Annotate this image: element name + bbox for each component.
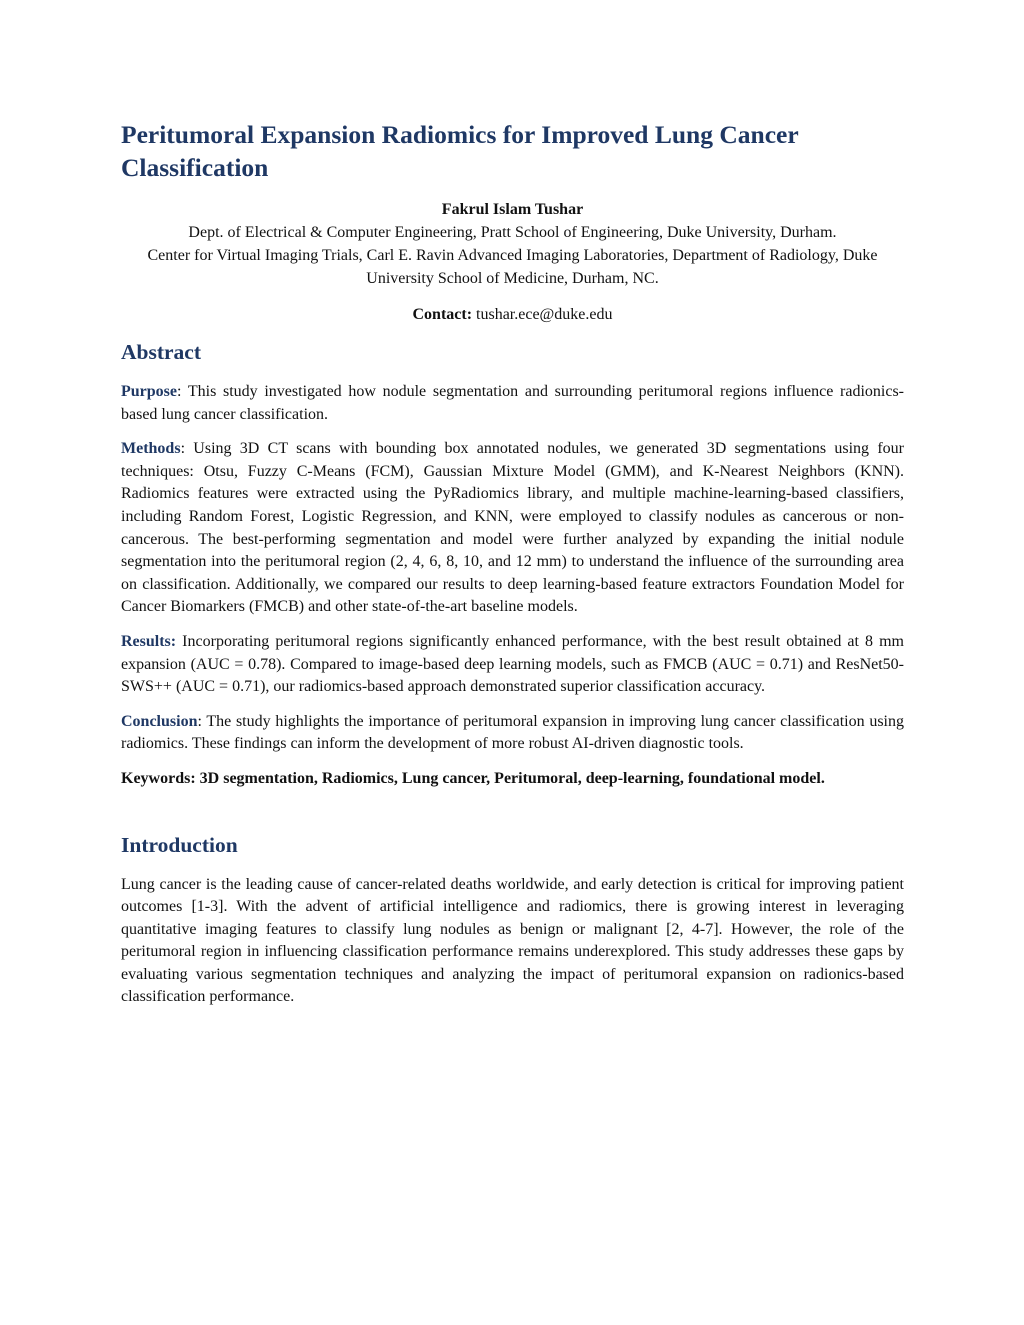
conclusion-label: Conclusion bbox=[121, 712, 198, 730]
paper-title: Peritumoral Expansion Radiomics for Improved Lung Cancer Classification bbox=[121, 120, 799, 182]
methods-label: Methods bbox=[121, 440, 181, 458]
contact-label: Contact: bbox=[412, 306, 473, 323]
purpose-label: Purpose bbox=[121, 383, 177, 400]
abstract-heading: Abstract bbox=[121, 340, 202, 364]
abstract-methods bbox=[121, 438, 904, 619]
affiliation-2: Center for Virtual Imaging Trials, Carl E. Ravin Advanced Imaging Laboratories, Department of Radiology, Duke University School of Medicine, Durham, NC. bbox=[147, 247, 878, 287]
paper-page bbox=[121, 118, 904, 1009]
abstract-purpose bbox=[121, 381, 904, 426]
abstract-conclusion bbox=[121, 711, 904, 756]
affiliation-1: Dept. of Electrical & Computer Engineering, Pratt School of Engineering, Duke University, Durham. bbox=[188, 224, 837, 241]
abstract-results bbox=[121, 631, 904, 699]
purpose-text: : This study investigated how nodule segmentation and surrounding peritumoral regions influence radionics-based lung cancer classification. bbox=[121, 383, 904, 423]
results-text: Incorporating peritumoral regions significantly enhanced performance, with the best result obtained at 8 mm expansion (AUC = 0.78). Compared to image-based deep learning models, such as FMCB (AUC = 0.71) and ResNet50-SWS++ (AUC = 0.71), our radiomics-based approach demonstrated superior classification accuracy. bbox=[121, 632, 904, 696]
author-name: Fakrul Islam Tushar bbox=[441, 201, 584, 218]
keywords: Keywords: 3D segmentation, Radiomics, Lung cancer, Peritumoral, deep-learning, foundational model. bbox=[121, 769, 825, 787]
contact-email: tushar.ece@duke.edu bbox=[476, 306, 613, 323]
author-block bbox=[121, 198, 904, 290]
introduction-heading: Introduction bbox=[121, 832, 238, 857]
contact-line bbox=[121, 303, 904, 326]
results-label: Results: bbox=[121, 632, 177, 650]
methods-text: : Using 3D CT scans with bounding box annotated nodules, we generated 3D segmentations using four techniques: Otsu, Fuzzy C-Means (FCM), Gaussian Mixture Model (GMM), and K-Nearest Neighbors (KNN). Radiomics features were extracted using the PyRadiomics library, and multiple machine-learning-based classifiers, including Random Forest, Logistic Regression, and KNN, were employed to classify nodules as cancerous or non-cancerous. The best-performing segmentation and model were further analyzed by expanding the initial nodule segmentation into the peritumoral region (2, 4, 6, 8, 10, and 12 mm) to understand the influence of the surrounding area on classification. Additionally, we compared our results to deep learning-based feature extractors Foundation Model for Cancer Biomarkers (FMCB) and other state-of-the-art baseline models. bbox=[121, 440, 904, 616]
conclusion-text: : The study highlights the importance of peritumoral expansion in improving lung cancer classification using radiomics. These findings can inform the development of more robust AI-driven diagnostic tools. bbox=[121, 712, 904, 753]
introduction-text: Lung cancer is the leading cause of cancer-related deaths worldwide, and early detection is critical for improving patient outcomes [1-3]. With the advent of artificial intelligence and radiomics, there is growing interest in leveraging quantitative imaging features to classify lung nodules as benign or malignant [2, 4-7]. However, the role of the peritumoral region in influencing classification performance remains underexplored. This study addresses these gaps by evaluating various segmentation techniques and analyzing the impact of peritumoral expansion on radionics-based classification performance. bbox=[121, 875, 904, 1006]
